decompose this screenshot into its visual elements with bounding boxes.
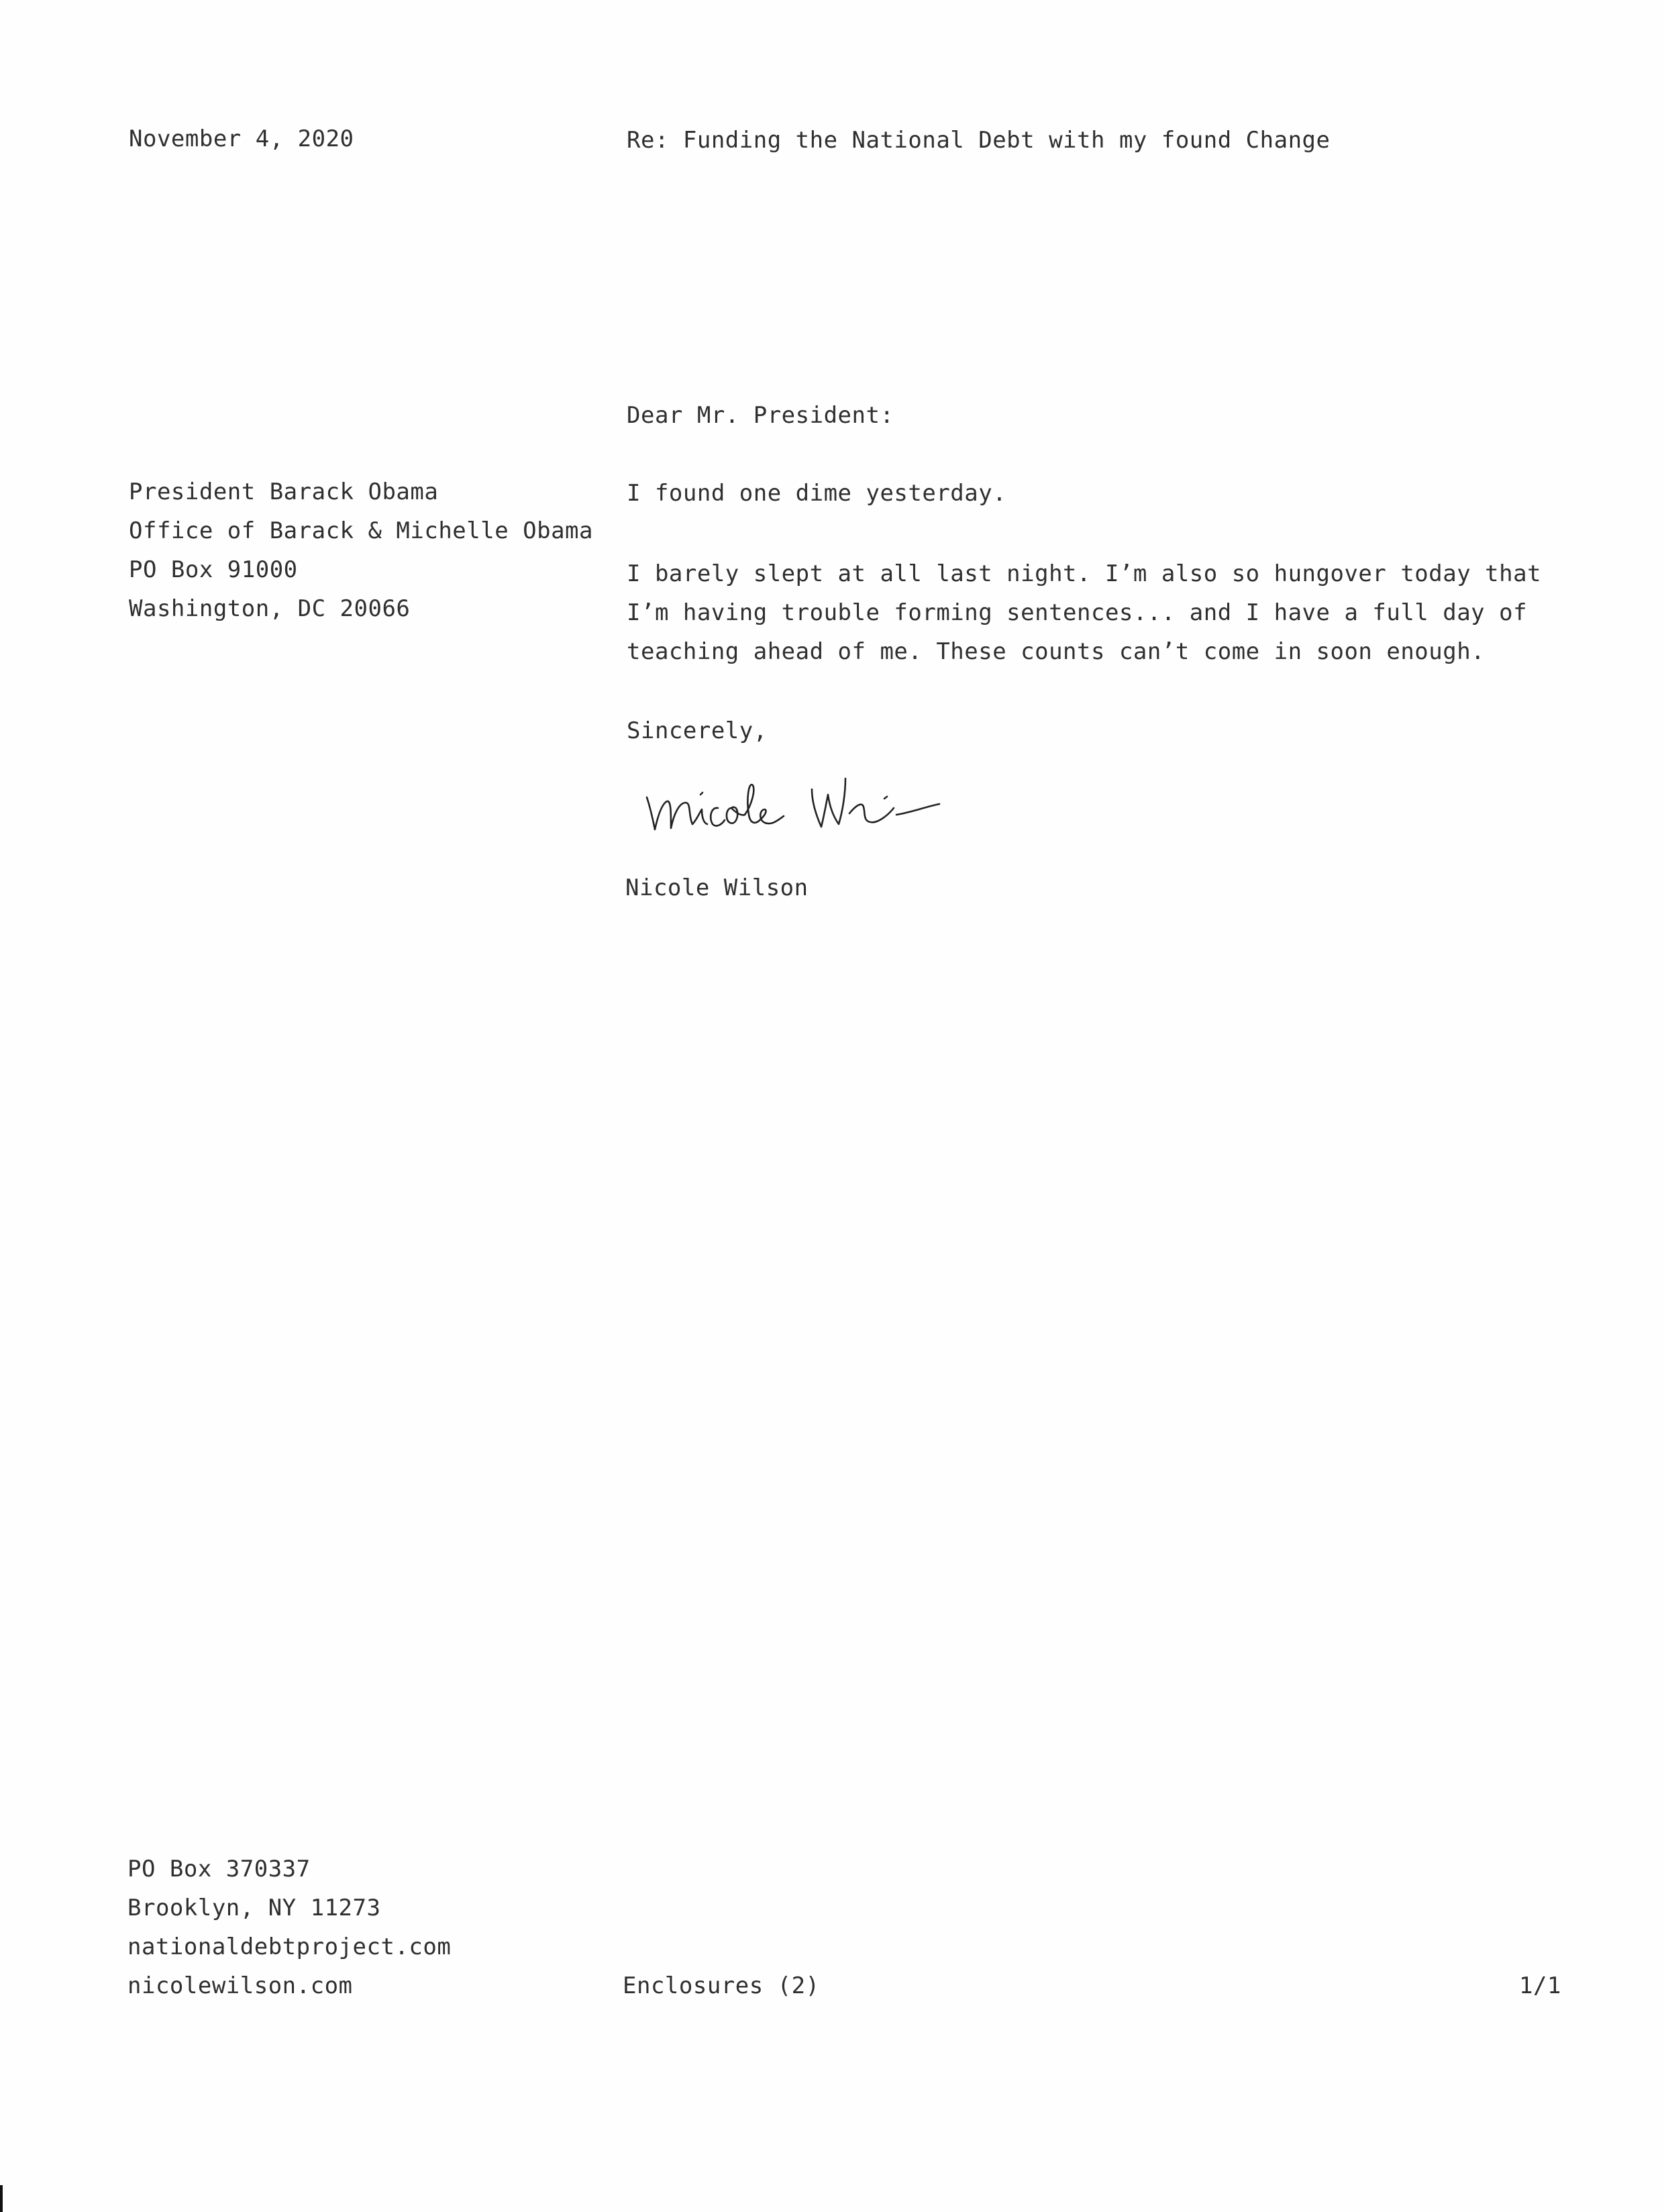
sender-address-line: PO Box 370337 — [127, 1856, 311, 1882]
sender-address — [127, 1850, 451, 2005]
enclosures-note: Enclosures (2) — [623, 1972, 820, 1999]
signer-name: Nicole Wilson — [625, 874, 809, 901]
letter-date: November 4, 2020 — [129, 125, 354, 152]
body-paragraph-1: I found one dime yesterday. — [627, 480, 1007, 507]
handwritten-signature — [644, 758, 966, 846]
body-line: I’m having trouble forming sentences... and I have a full day of — [627, 599, 1528, 626]
subject-line: Re: Funding the National Debt with my found Change — [627, 127, 1331, 154]
scan-edge-mark — [0, 2185, 3, 2212]
page-number: 1/1 — [1519, 1972, 1561, 1999]
body-paragraph-2 — [627, 554, 1541, 671]
closing: Sincerely, — [627, 717, 768, 744]
recipient-line: Washington, DC 20066 — [129, 595, 411, 622]
salutation: Dear Mr. President: — [627, 402, 894, 429]
sender-website-link: nationaldebtproject.com — [127, 1933, 452, 1960]
recipient-line: President Barack Obama — [129, 479, 439, 505]
recipient-line: Office of Barack & Michelle Obama — [129, 517, 594, 544]
recipient-address — [129, 472, 593, 628]
sender-website-link: nicolewilson.com — [127, 1972, 353, 1999]
body-line: I barely slept at all last night. I’m also so hungover today that — [627, 560, 1542, 587]
body-line: teaching ahead of me. These counts can’t come in soon enough. — [627, 638, 1486, 665]
recipient-line: PO Box 91000 — [129, 556, 298, 583]
sender-address-line: Brooklyn, NY 11273 — [127, 1895, 381, 1921]
